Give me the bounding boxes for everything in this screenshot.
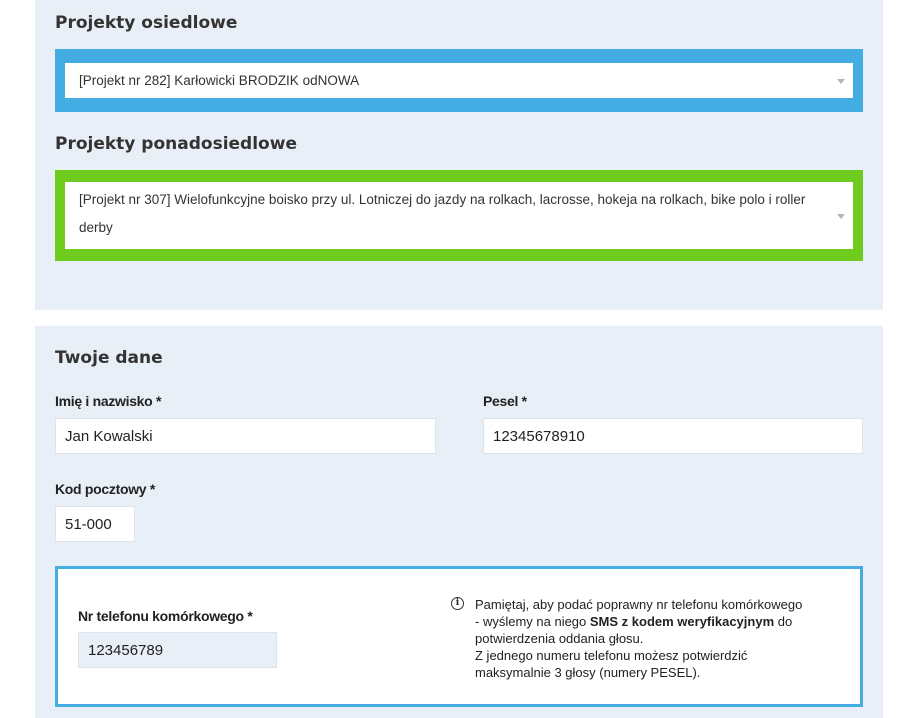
personal-data-heading: Twoje dane [55,348,163,368]
phone-input[interactable] [78,632,277,668]
pesel-input[interactable] [483,418,863,454]
phone-box [55,566,863,707]
phone-label: Nr telefonu komórkowego * [78,608,253,624]
info-circle-icon: i [451,597,464,610]
ponadosiedlowe-heading: Projekty ponadosiedlowe [55,134,297,154]
postal-code-label: Kod pocztowy * [55,481,156,497]
projects-panel [35,0,883,310]
pesel-label: Pesel * [483,393,527,409]
ponadosiedlowe-select[interactable] [65,182,853,249]
phone-info-part1: Pamiętaj, aby podać poprawny nr telefonu komórkowego - wyślemy na niego [475,597,803,629]
osiedlowe-selected-value: [Projekt nr 282] Karłowicki BRODZIK odNOWA [79,72,360,88]
name-label: Imię i nazwisko * [55,393,162,409]
ponadosiedlowe-select-frame [55,170,863,261]
ponadosiedlowe-selected-value: [Projekt nr 307] Wielofunkcyjne boisko przy ul. Lotniczej do jazdy na rolkach, lacrosse, hokeja na rolkach, bike polo i roller derby [79,192,806,235]
phone-info-bold: SMS z kodem weryfikacyjnym [589,614,775,629]
osiedlowe-heading: Projekty osiedlowe [55,13,238,33]
chevron-down-icon[interactable] [837,214,845,219]
phone-info-text [455,596,805,681]
phone-info-part2: do potwierdzenia oddania głosu. [475,614,793,646]
name-input[interactable] [55,418,436,454]
osiedlowe-select-frame [55,49,863,112]
personal-data-panel [35,326,883,718]
phone-info-line2: Z jednego numeru telefonu możesz potwierdzić maksymalnie 3 głosy (numery PESEL). [475,648,748,680]
chevron-down-icon[interactable] [837,79,845,84]
osiedlowe-select[interactable] [65,63,853,98]
postal-code-input[interactable] [55,506,135,542]
